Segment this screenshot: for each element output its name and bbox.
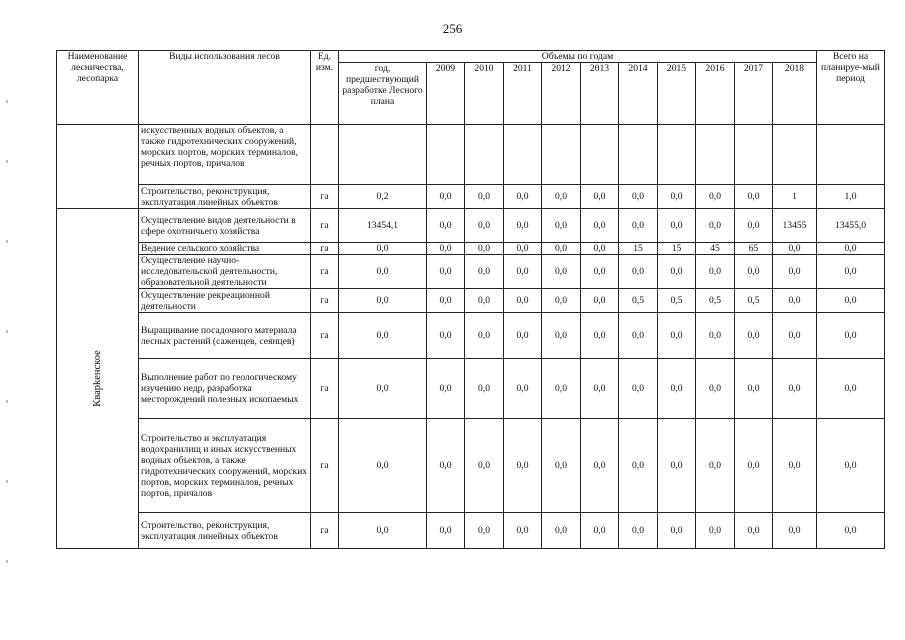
year-value-cell: 0,0 <box>465 513 504 549</box>
year-value-cell: 0,0 <box>658 185 696 209</box>
year-value-cell: 0,0 <box>427 419 465 513</box>
table-row <box>57 513 885 549</box>
year-value-cell: 0,0 <box>696 185 735 209</box>
header-year: 2014 <box>619 63 658 125</box>
year-value-cell: 0,0 <box>504 289 542 313</box>
prev-year-cell: 0,0 <box>339 289 427 313</box>
usage-cell: Строительство, реконструкция, эксплуатация линейных объектов <box>139 513 311 549</box>
usage-cell: Осуществление рекреационной деятельности <box>139 289 311 313</box>
year-value-cell: 0,0 <box>658 255 696 289</box>
year-value-cell: 0,0 <box>696 209 735 243</box>
unit-cell: га <box>311 359 339 419</box>
year-value-cell: 0,0 <box>658 209 696 243</box>
total-cell: 0,0 <box>817 255 885 289</box>
year-value-cell: 0,0 <box>581 185 619 209</box>
total-cell: 0,0 <box>817 513 885 549</box>
year-value-cell: 0,0 <box>773 513 817 549</box>
year-value-cell: 0,0 <box>465 255 504 289</box>
year-value-cell: 0,0 <box>619 359 658 419</box>
year-value-cell: 0,0 <box>427 255 465 289</box>
year-value-cell: 65 <box>735 243 773 255</box>
year-value-cell: 0,0 <box>658 419 696 513</box>
year-value-cell: 0,0 <box>581 255 619 289</box>
year-value-cell <box>542 125 581 185</box>
year-value-cell <box>619 125 658 185</box>
year-value-cell <box>504 125 542 185</box>
year-value-cell: 0,0 <box>465 185 504 209</box>
year-value-cell: 0,0 <box>773 243 817 255</box>
header-year: 2010 <box>465 63 504 125</box>
unit-cell: га <box>311 185 339 209</box>
scan-edge-marks <box>6 100 8 600</box>
year-value-cell: 0,5 <box>658 289 696 313</box>
unit-cell: га <box>311 313 339 359</box>
year-value-cell: 0,0 <box>696 313 735 359</box>
year-value-cell: 0,0 <box>427 289 465 313</box>
year-value-cell: 0,0 <box>773 313 817 359</box>
year-value-cell: 1 <box>773 185 817 209</box>
year-value-cell: 0,0 <box>735 185 773 209</box>
forestry-cell <box>57 209 139 549</box>
header-year: 2011 <box>504 63 542 125</box>
year-value-cell: 0,0 <box>542 359 581 419</box>
unit-cell: га <box>311 289 339 313</box>
unit-cell: га <box>311 209 339 243</box>
year-value-cell: 0,0 <box>581 209 619 243</box>
page-number: 256 <box>442 21 463 36</box>
header-year: 2018 <box>773 63 817 125</box>
year-value-cell: 0,0 <box>427 209 465 243</box>
year-value-cell <box>465 125 504 185</box>
year-value-cell: 0,0 <box>581 359 619 419</box>
unit-cell: га <box>311 419 339 513</box>
year-value-cell: 0,0 <box>581 243 619 255</box>
year-value-cell: 0,0 <box>542 243 581 255</box>
table-row <box>57 185 885 209</box>
year-value-cell: 0,0 <box>542 419 581 513</box>
year-value-cell: 15 <box>619 243 658 255</box>
year-value-cell: 0,0 <box>735 313 773 359</box>
table-row <box>57 419 885 513</box>
unit-cell: га <box>311 243 339 255</box>
year-value-cell: 0,0 <box>504 185 542 209</box>
year-value-cell: 0,0 <box>619 255 658 289</box>
header-year: 2013 <box>581 63 619 125</box>
table-row <box>57 289 885 313</box>
year-value-cell: 0,0 <box>735 359 773 419</box>
prev-year-cell: 0,0 <box>339 313 427 359</box>
year-value-cell: 0,0 <box>504 255 542 289</box>
year-value-cell <box>773 125 817 185</box>
year-value-cell: 0,0 <box>619 419 658 513</box>
year-value-cell: 0,0 <box>581 313 619 359</box>
year-value-cell: 0,0 <box>427 513 465 549</box>
header-year: 2017 <box>735 63 773 125</box>
header-prev-year: год, предшествующий разработке Лесного плана <box>339 63 427 125</box>
header-volumes: Объемы по годам <box>339 51 817 63</box>
year-value-cell: 0,0 <box>504 513 542 549</box>
year-value-cell: 0,0 <box>542 289 581 313</box>
year-value-cell: 0,0 <box>465 359 504 419</box>
year-value-cell: 0,0 <box>619 313 658 359</box>
year-value-cell: 0,5 <box>735 289 773 313</box>
total-cell <box>817 125 885 185</box>
total-cell: 0,0 <box>817 419 885 513</box>
table-row <box>57 255 885 289</box>
header-forestry: Наименование лесничества, лесопарка <box>57 51 139 125</box>
year-value-cell: 0,5 <box>696 289 735 313</box>
year-value-cell: 0,0 <box>773 359 817 419</box>
year-value-cell: 0,0 <box>504 209 542 243</box>
year-value-cell: 0,5 <box>619 289 658 313</box>
prev-year-cell <box>339 125 427 185</box>
prev-year-cell: 0,0 <box>339 255 427 289</box>
year-value-cell <box>658 125 696 185</box>
year-value-cell: 0,0 <box>581 513 619 549</box>
year-value-cell: 0,0 <box>696 255 735 289</box>
year-value-cell: 0,0 <box>696 513 735 549</box>
usage-cell: Выполнение работ по геологическому изучению недр, разработка месторождений полезных ископаемых <box>139 359 311 419</box>
forestry-name: Кварkенское <box>92 350 103 407</box>
table-row <box>57 313 885 359</box>
usage-cell: Осуществление научно-исследовательской деятельности, образовательной деятельности <box>139 255 311 289</box>
year-value-cell: 0,0 <box>735 209 773 243</box>
usage-cell: Ведение сельского хозяйства <box>139 243 311 255</box>
year-value-cell: 0,0 <box>465 419 504 513</box>
year-value-cell: 0,0 <box>542 313 581 359</box>
year-value-cell: 0,0 <box>735 419 773 513</box>
year-value-cell: 0,0 <box>427 313 465 359</box>
header-usage: Виды использования лесов <box>139 51 311 125</box>
usage-cell: Строительство и эксплуатация водохранилищ и иных искусственных водных объектов, а также гидротехнических сооружений, морских портов, морских терминалов, речных портов, причалов <box>139 419 311 513</box>
table-row <box>57 125 885 185</box>
year-value-cell: 0,0 <box>658 359 696 419</box>
year-value-cell: 0,0 <box>504 313 542 359</box>
year-value-cell: 45 <box>696 243 735 255</box>
year-value-cell: 0,0 <box>619 209 658 243</box>
unit-cell: га <box>311 513 339 549</box>
usage-cell: Выращивание посадочного материала лесных растений (саженцев, сеянцев) <box>139 313 311 359</box>
header-year: 2009 <box>427 63 465 125</box>
header-year: 2015 <box>658 63 696 125</box>
prev-year-cell: 0,2 <box>339 185 427 209</box>
year-value-cell: 0,0 <box>542 513 581 549</box>
header-year: 2016 <box>696 63 735 125</box>
total-cell: 1,0 <box>817 185 885 209</box>
year-value-cell: 13455 <box>773 209 817 243</box>
year-value-cell: 0,0 <box>427 185 465 209</box>
forestry-cell-empty <box>57 125 139 209</box>
header-total: Всего на планируе-мый период <box>817 51 885 125</box>
table-row <box>57 209 885 243</box>
prev-year-cell: 13454,1 <box>339 209 427 243</box>
total-cell: 0,0 <box>817 289 885 313</box>
total-cell: 13455,0 <box>817 209 885 243</box>
year-value-cell: 0,0 <box>619 513 658 549</box>
header-year: 2012 <box>542 63 581 125</box>
year-value-cell: 0,0 <box>773 255 817 289</box>
header-unit: Ед. изм. <box>311 51 339 125</box>
year-value-cell: 0,0 <box>735 513 773 549</box>
prev-year-cell: 0,0 <box>339 359 427 419</box>
year-value-cell: 15 <box>658 243 696 255</box>
total-cell: 0,0 <box>817 359 885 419</box>
forest-usage-table <box>56 50 885 549</box>
year-value-cell <box>735 125 773 185</box>
year-value-cell: 0,0 <box>658 313 696 359</box>
year-value-cell: 0,0 <box>696 359 735 419</box>
year-value-cell: 0,0 <box>658 513 696 549</box>
year-value-cell: 0,0 <box>619 185 658 209</box>
year-value-cell: 0,0 <box>427 359 465 419</box>
usage-cell: Осуществление видов деятельности в сфере охотничьего хозяйства <box>139 209 311 243</box>
prev-year-cell: 0,0 <box>339 243 427 255</box>
year-value-cell: 0,0 <box>542 209 581 243</box>
total-cell: 0,0 <box>817 243 885 255</box>
year-value-cell: 0,0 <box>542 185 581 209</box>
prev-year-cell: 0,0 <box>339 419 427 513</box>
year-value-cell: 0,0 <box>504 419 542 513</box>
year-value-cell: 0,0 <box>581 289 619 313</box>
year-value-cell <box>581 125 619 185</box>
year-value-cell: 0,0 <box>504 243 542 255</box>
year-value-cell: 0,0 <box>773 289 817 313</box>
year-value-cell: 0,0 <box>696 419 735 513</box>
year-value-cell: 0,0 <box>465 289 504 313</box>
usage-cell: Строительство, реконструкция, эксплуатация линейных объектов <box>139 185 311 209</box>
year-value-cell: 0,0 <box>427 243 465 255</box>
year-value-cell: 0,0 <box>773 419 817 513</box>
unit-cell: га <box>311 255 339 289</box>
total-cell: 0,0 <box>817 313 885 359</box>
year-value-cell: 0,0 <box>542 255 581 289</box>
year-value-cell <box>427 125 465 185</box>
usage-cell: искусственных водных объектов, а также гидротехнических сооружений, морских портов, морских терминалов, речных портов, причалов <box>139 125 311 185</box>
year-value-cell: 0,0 <box>465 209 504 243</box>
year-value-cell: 0,0 <box>735 255 773 289</box>
year-value-cell: 0,0 <box>581 419 619 513</box>
table-row <box>57 243 885 255</box>
year-value-cell: 0,0 <box>504 359 542 419</box>
prev-year-cell: 0,0 <box>339 513 427 549</box>
year-value-cell: 0,0 <box>465 313 504 359</box>
year-value-cell <box>696 125 735 185</box>
table-row <box>57 359 885 419</box>
unit-cell <box>311 125 339 185</box>
year-value-cell: 0,0 <box>465 243 504 255</box>
